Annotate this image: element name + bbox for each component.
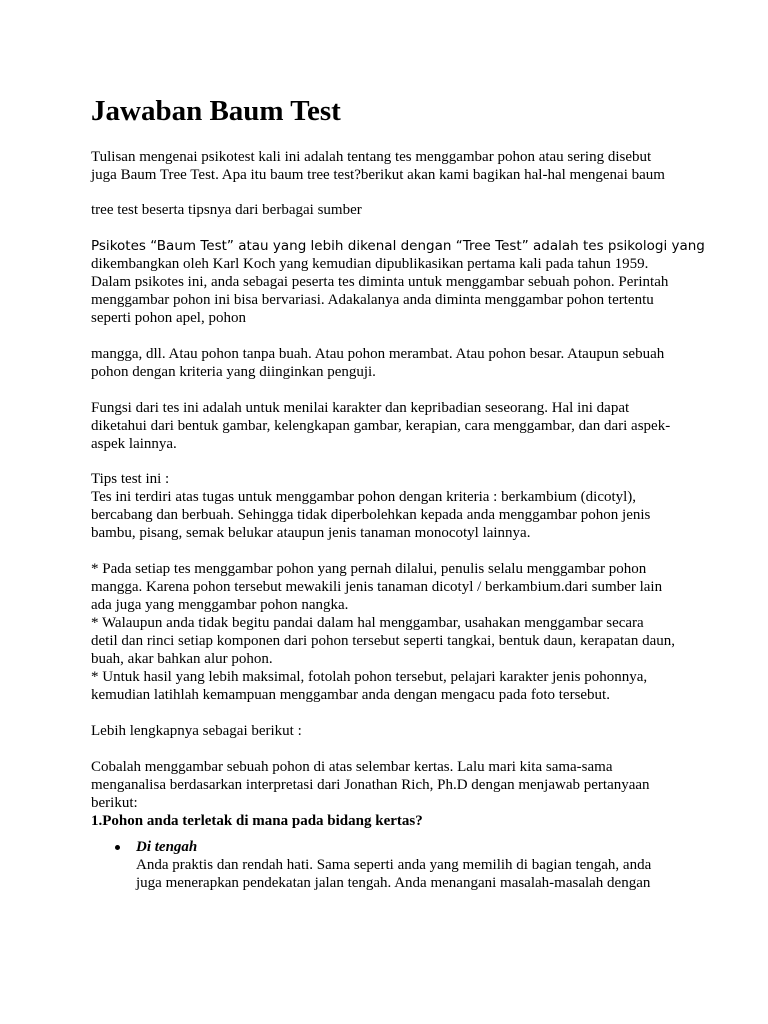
baum-line-4: menggambar pohon ini bisa bervariasi. Adakalanya anda diminta menggambar pohon tertentu	[91, 292, 654, 308]
bullet-icon	[115, 845, 120, 850]
point-line-4: * Walaupun anda tidak begitu pandai dalam hal menggambar, usahakan menggambar secara	[91, 615, 644, 631]
intro-line-2: juga Baum Tree Test. Apa itu baum tree test?berikut akan kami bagikan hal-hal mengenai baum	[91, 167, 665, 183]
point-line-6: buah, akar bahkan alur pohon.	[91, 651, 273, 667]
baum-continued-line-2: pohon dengan kriteria yang diinginkan penguji.	[91, 364, 376, 380]
tips-line-2: bercabang dan berbuah. Sehingga tidak diperbolehkan kepada anda menggambar pohon jenis	[91, 507, 651, 523]
page-title: Jawaban Baum Test	[91, 95, 341, 127]
point-line-3: ada juga yang menggambar pohon nangka.	[91, 597, 349, 613]
point-line-8: kemudian latihlah kemampuan menggambar anda dengan mengacu pada foto tersebut.	[91, 687, 610, 703]
question-heading: 1.Pohon anda terletak di mana pada bidang kertas?	[91, 813, 423, 829]
tips-heading: Tips test ini :	[91, 471, 170, 487]
baum-line-1: Psikotes “Baum Test” atau yang lebih dikenal dengan “Tree Test” adalah tes psikologi yang	[91, 238, 705, 254]
baum-continued-line-1: mangga, dll. Atau pohon tanpa buah. Atau pohon merambat. Atau pohon besar. Ataupun sebuah	[91, 346, 665, 362]
point-line-2: mangga. Karena pohon tersebut mewakili jenis tanaman dicotyl / berkambium.dari sumber lain	[91, 579, 663, 595]
lengkap-line: Lebih lengkapnya sebagai berikut :	[91, 723, 302, 739]
cobalah-line-3: berikut:	[91, 795, 138, 811]
intro-line-1: Tulisan mengenai psikotest kali ini adalah tentang tes menggambar pohon atau sering disebut	[91, 149, 652, 165]
point-line-7: * Untuk hasil yang lebih maksimal, fotolah pohon tersebut, pelajari karakter jenis pohonnya,	[91, 669, 648, 685]
fungsi-line-2: diketahui dari bentuk gambar, kelengkapan gambar, kerapian, cara menggambar, dan dari aspek-	[91, 418, 671, 434]
tips-line-3: bambu, pisang, semak belukar ataupun jenis tanaman monocotyl lainnya.	[91, 525, 531, 541]
cobalah-line-1: Cobalah menggambar sebuah pohon di atas selembar kertas. Lalu mari kita sama-sama	[91, 759, 613, 775]
baum-line-3: Dalam psikotes ini, anda sebagai peserta tes diminta untuk menggambar sebuah pohon. Perintah	[91, 274, 669, 290]
baum-line-2: dikembangkan oleh Karl Koch yang kemudian dipublikasikan pertama kali pada tahun 1959.	[91, 256, 649, 272]
list-item-line-1: Anda praktis dan rendah hati. Sama seperti anda yang memilih di bagian tengah, anda	[136, 857, 652, 873]
cobalah-line-2: menganalisa berdasarkan interpretasi dari Jonathan Rich, Ph.D dengan menjawab pertanyaan	[91, 777, 650, 793]
list-item-heading: Di tengah	[136, 839, 198, 855]
tips-line-1: Tes ini terdiri atas tugas untuk menggambar pohon dengan kriteria : berkambium (dicotyl),	[91, 489, 637, 505]
intro-continued: tree test beserta tipsnya dari berbagai sumber	[91, 202, 362, 218]
fungsi-line-3: aspek lainnya.	[91, 436, 177, 452]
point-line-5: detil dan rinci setiap komponen dari pohon tersebut seperti tangkai, bentuk daun, kerapatan daun,	[91, 633, 675, 649]
fungsi-line-1: Fungsi dari tes ini adalah untuk menilai karakter dan kepribadian seseorang. Hal ini dapat	[91, 400, 630, 416]
list-item-line-2: juga menerapkan pendekatan jalan tengah. Anda menangani masalah-masalah dengan	[136, 875, 651, 891]
baum-line-5: seperti pohon apel, pohon	[91, 310, 246, 326]
point-line-1: * Pada setiap tes menggambar pohon yang pernah dilalui, penulis selalu menggambar pohon	[91, 561, 647, 577]
